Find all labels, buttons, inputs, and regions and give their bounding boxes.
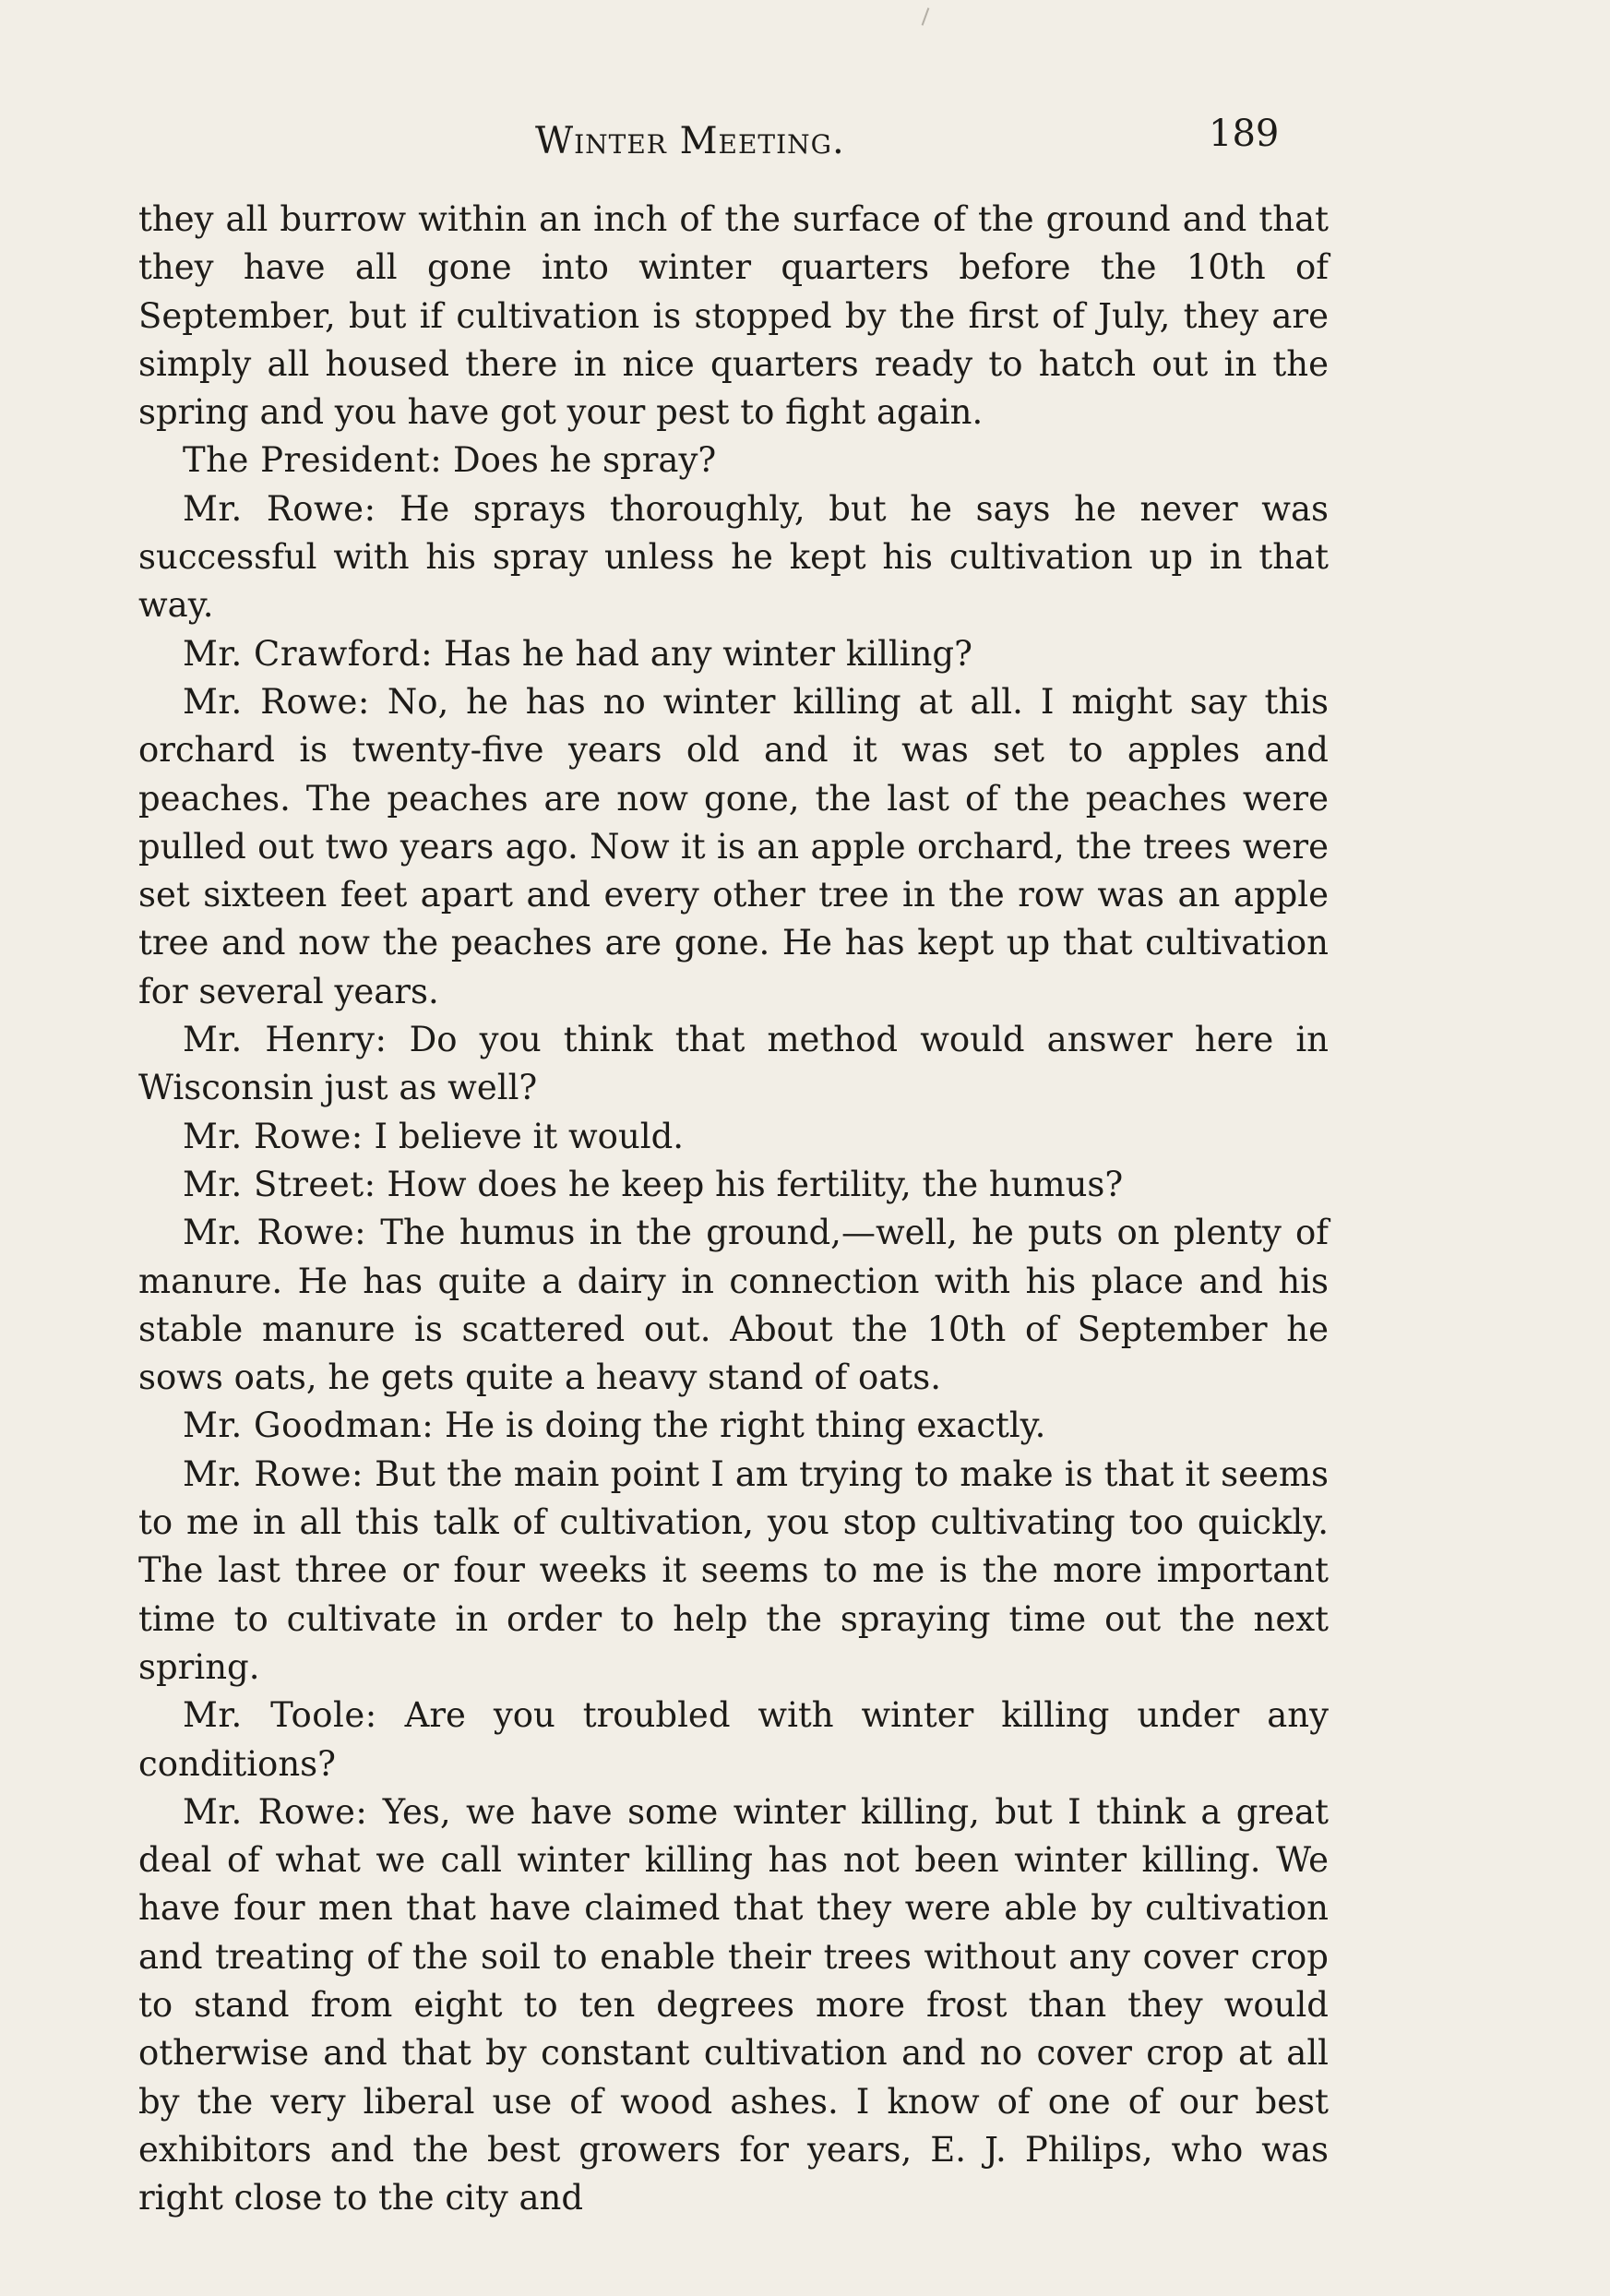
paragraph-text: I believe it would.: [374, 1116, 685, 1156]
paragraph-text: Are you troubled with winter killing under any conditions?: [138, 1695, 1329, 1784]
paragraph: [138, 1113, 1329, 1161]
paragraph-text: He sprays thoroughly, but he says he never was successful with his spray unless he kept his cultivation up in that way.: [138, 488, 1329, 626]
running-head: Winter Meeting.: [535, 120, 845, 162]
paragraph-text: Yes, we have some winter killing, but I think a great deal of what we call winter killing has not been winter killing. We have four men that have claimed that they were able by cultivation and treating of the soil to enable their trees without any cover crop to stand from eight to ten degrees more frost than they would otherwise and that by constant cultivation and no cover crop at all by the very liberal use of wood ashes. I know of one of our best exhibitors and the best growers for years, E. J. Philips, who was right close to the city and: [138, 1791, 1329, 2218]
speaker-name: Mr. Rowe:: [183, 1791, 368, 1832]
speaker-name: Mr. Rowe:: [183, 1116, 364, 1156]
paragraph-text: He is doing the right thing exactly.: [445, 1405, 1046, 1446]
paragraph-text: No, he has no winter killing at all. I might say this orchard is twenty-five years old and it was set to apples and peaches. The peaches are now gone, the last of the peaches were pulled out two years ago. Now it is an apple orchard, the trees were set sixteen feet apart and every other tree in the row was an apple tree and now the peaches are gone. He has kept up that cultivation for several years.: [138, 681, 1330, 1011]
paragraph: [138, 1161, 1329, 1209]
speaker-name: The President:: [183, 440, 443, 481]
paragraph-text: The humus in the ground,—well, he puts on plenty of manure. He has quite a dairy in connection with his place and his stable manure is scattered out. About the 10th of September he sows oats, he gets quite a heavy stand of oats.: [138, 1213, 1329, 1398]
body-text: [138, 196, 1329, 2222]
speaker-name: Mr. Rowe:: [183, 681, 370, 722]
speaker-name: Mr. Rowe:: [183, 1213, 367, 1253]
paragraph: [138, 196, 1329, 436]
paragraph: [138, 1209, 1329, 1402]
paragraph-text: How does he keep his fertility, the humus?: [387, 1164, 1124, 1204]
speaker-name: Mr. Henry:: [183, 1020, 388, 1060]
paragraph-text: Does he spray?: [452, 440, 717, 481]
speaker-name: Mr. Rowe:: [183, 488, 376, 529]
paragraph-text: Do you think that method would answer here in Wisconsin just as well?: [138, 1020, 1330, 1108]
paragraph: [138, 1016, 1329, 1113]
paragraph-text: But the main point I am trying to make is that it seems to me in all this talk of cultivation, you stop cultivating too quickly. The last three or four weeks it seems to me is the more important time to cultivate in order to help the spraying time out the next spring.: [138, 1453, 1330, 1687]
paragraph-text: they all burrow within an inch of the surface of the ground and that they have all gone into winter quarters before the 10th of September, but if cultivation is stopped by the first of July, they are simply all housed there in nice quarters ready to hatch out in the spring and you have got your pest to fight again.: [138, 199, 1329, 433]
paragraph: [138, 630, 1329, 678]
speaker-name: Mr. Toole:: [183, 1695, 377, 1736]
speaker-name: Mr. Street:: [183, 1164, 376, 1204]
paragraph: [138, 485, 1329, 630]
speaker-name: Mr. Rowe:: [183, 1453, 364, 1494]
paragraph: [138, 1402, 1329, 1450]
speaker-name: Mr. Goodman:: [183, 1405, 435, 1446]
margin-mark: [922, 7, 930, 25]
paragraph-text: Has he had any winter killing?: [443, 633, 972, 674]
page-number: 189: [1209, 113, 1280, 155]
paragraph: [138, 678, 1329, 1016]
paragraph: [138, 1788, 1329, 2223]
paragraph: [138, 1451, 1329, 1692]
paragraph: [138, 436, 1329, 484]
speaker-name: Mr. Crawford:: [183, 633, 434, 674]
paragraph: [138, 1692, 1329, 1788]
